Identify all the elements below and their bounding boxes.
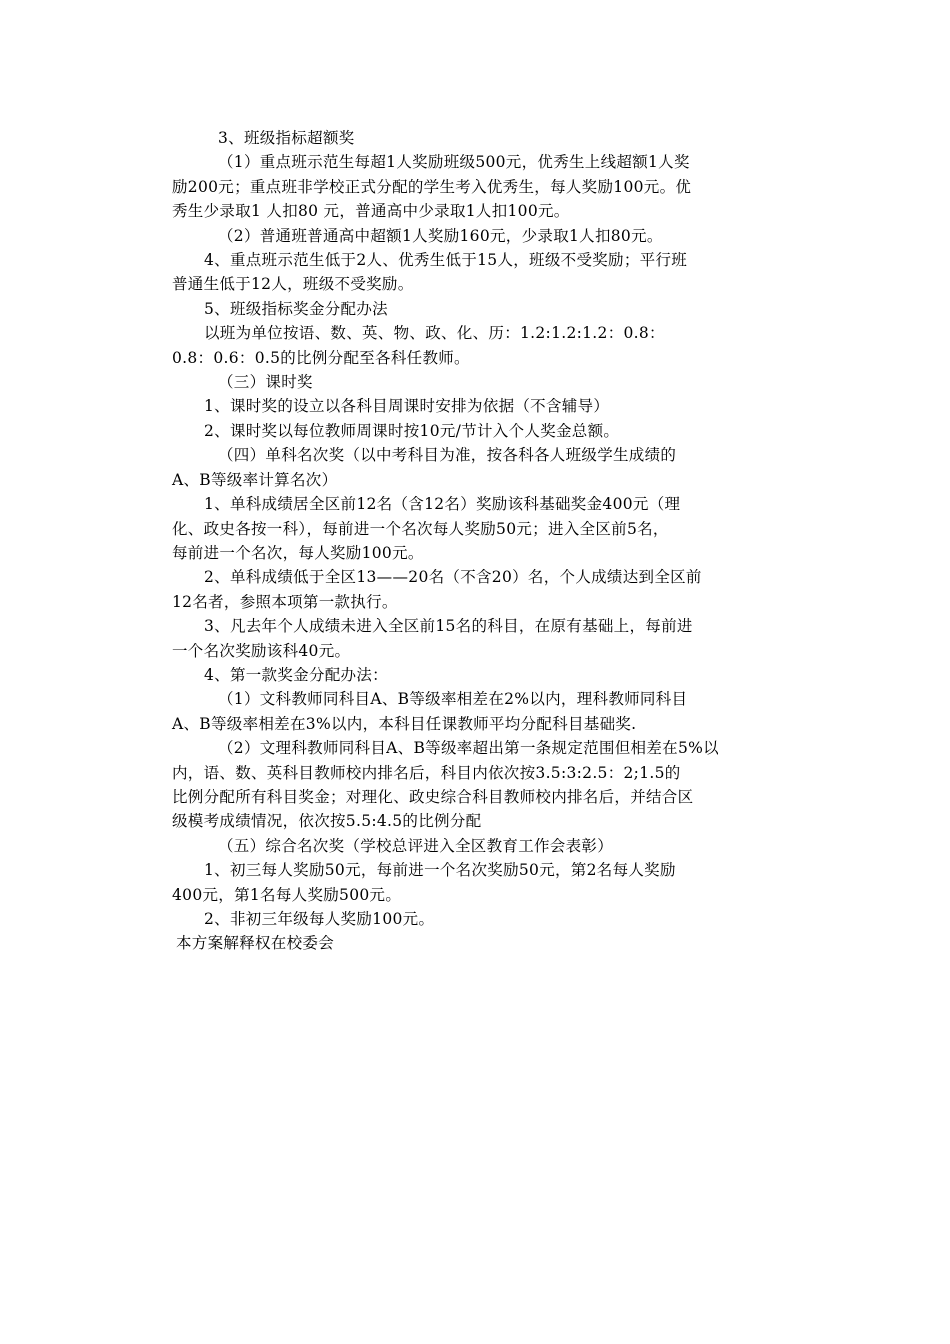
paragraph-line: （1）文科教师同科目A、B等级率相差在2%以内，理科教师同科目	[218, 690, 688, 709]
paragraph-line: 化、政史各按一科），每前进一个名次每人奖励50元；进入全区前5名，	[172, 519, 669, 538]
paragraph-line: 比例分配所有科目奖金；对理化、政史综合科目教师校内排名后，并结合区	[172, 787, 694, 806]
heading-overall-rank-bonus: （五）综合名次奖（学校总评进入全区教育工作会表彰）	[218, 836, 614, 855]
paragraph-line: 普通生低于12人，班级不受奖励。	[172, 275, 414, 294]
paragraph-line: 3、凡去年个人成绩未进入全区前15名的科目，在原有基础上，每前进	[204, 617, 693, 636]
paragraph-line: 1、课时奖的设立以各科目周课时安排为依据（不含辅导）	[204, 397, 610, 416]
paragraph-line: 励200元；重点班非学校正式分配的学生考入优秀生，每人奖励100元。优	[172, 177, 692, 196]
paragraph-line: 0.8：0.6：0.5的比例分配至各科任教师。	[172, 348, 470, 367]
paragraph-line: 级模考成绩情况，依次按5.5:4.5的比例分配	[172, 812, 482, 831]
heading-class-hour-bonus: （三）课时奖	[218, 373, 313, 392]
paragraph-line: 以班为单位按语、数、英、物、政、化、历：1.2:1.2:1.2：0.8：	[204, 324, 665, 343]
heading-single-subject-rank-bonus: （四）单科名次奖（以中考科目为准，按各科各人班级学生成绩的	[218, 446, 677, 465]
paragraph-line: 1、单科成绩居全区前12名（含12名）奖励该科基础奖金400元（理	[204, 495, 681, 514]
closing-statement: 本方案解释权在校委会	[176, 934, 335, 953]
paragraph-line: 2、课时奖以每位教师周课时按10元/节计入个人奖金总额。	[204, 421, 620, 440]
paragraph-line: 12名者，参照本项第一款执行。	[172, 592, 398, 611]
paragraph-line: 内，语、数、英科目教师校内排名后，科目内依次按3.5:3:2.5：2;1.5的	[172, 763, 681, 782]
paragraph-line: 一个名次奖励该科40元。	[172, 641, 351, 660]
document-body	[172, 126, 812, 956]
paragraph-line: 400元，第1名每人奖励500元。	[172, 885, 402, 904]
paragraph-line: 秀生少录取1 人扣80 元，普通高中少录取1人扣100元。	[172, 202, 570, 221]
paragraph-line: 4、重点班示范生低于2人、优秀生低于15人，班级不受奖励；平行班	[204, 251, 688, 270]
heading-class-target-bonus: 3、班级指标超额奖	[218, 129, 355, 147]
heading-first-clause-distribution: 4、第一款奖金分配办法：	[204, 665, 388, 684]
paragraph-line: （2）文理科教师同科目A、B等级率超出第一条规定范围但相差在5%以	[218, 739, 719, 758]
paragraph-line: A、B等级率相差在3%以内，本科目任课教师平均分配科目基础奖.	[172, 714, 637, 733]
paragraph-line: 每前进一个名次，每人奖励100元。	[172, 543, 424, 562]
heading-distribution-method: 5、班级指标奖金分配办法	[204, 299, 388, 318]
paragraph-line: 2、非初三年级每人奖励100元。	[204, 910, 435, 928]
paragraph-line: 1、初三每人奖励50元，每前进一个名次奖励50元，第2名每人奖励	[204, 861, 676, 880]
paragraph-line: 2、单科成绩低于全区13——20名（不含20）名，个人成绩达到全区前	[204, 568, 702, 587]
paragraph-line: （1）重点班示范生每超1人奖励班级500元，优秀生上线超额1人奖	[218, 153, 690, 172]
paragraph-line: （2）普通班普通高中超额1人奖励160元，少录取1人扣80元。	[218, 226, 663, 245]
paragraph-line: A、B等级率计算名次）	[172, 470, 338, 489]
